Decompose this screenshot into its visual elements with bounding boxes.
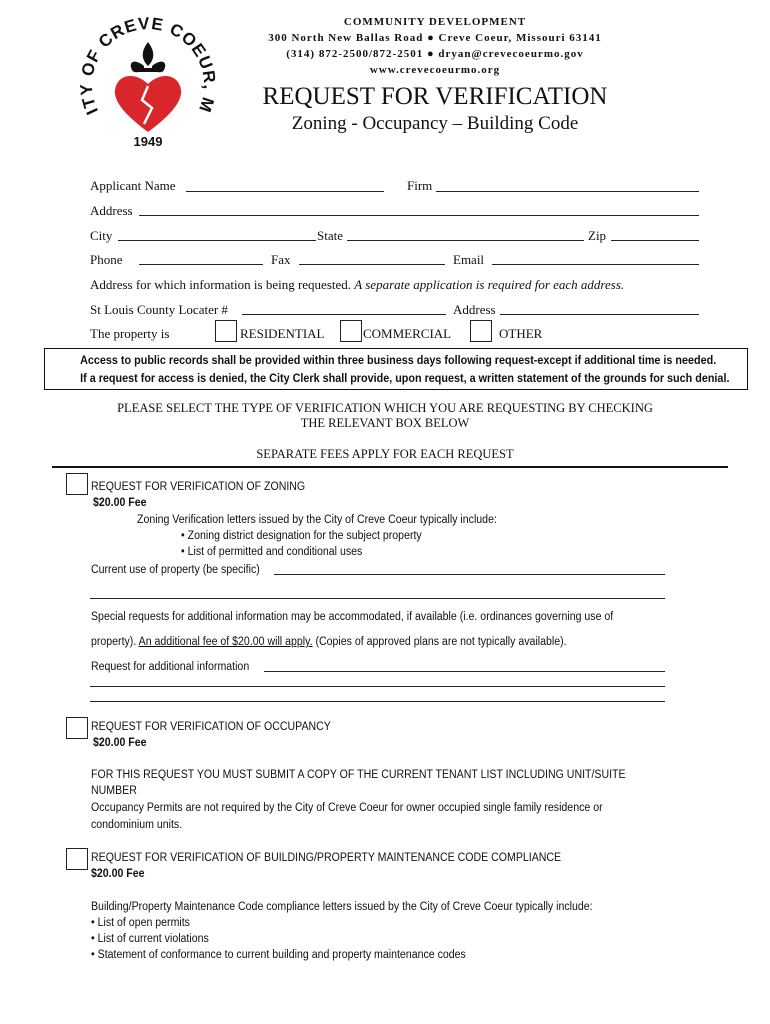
zoning-fee: $20.00 Fee [93, 497, 147, 509]
notice-line-1: Access to public records shall be provided within three business days following request-except if additional time is needed. [80, 353, 717, 367]
request-info-field[interactable] [264, 671, 665, 672]
section-divider [52, 466, 728, 468]
address-note: Address for which information is being requested. A separate application is required for each address. [90, 277, 625, 292]
fax-label: Fax [271, 252, 291, 267]
address2-label: Address [453, 302, 496, 317]
address2-field[interactable] [500, 314, 699, 315]
fleur-de-lis-icon [131, 42, 166, 72]
building-checkbox[interactable] [66, 848, 88, 870]
other-label: OTHER [499, 326, 543, 341]
applicant-field[interactable] [186, 191, 384, 192]
current-use-label: Current use of property (be specific) [91, 564, 260, 576]
commercial-checkbox[interactable] [340, 320, 362, 342]
form-subtitle: Zoning - Occupancy – Building Code [291, 113, 579, 134]
other-checkbox[interactable] [470, 320, 492, 342]
state-label: State [317, 228, 343, 243]
firm-field[interactable] [436, 191, 699, 192]
instructions-line-1: PLEASE SELECT THE TYPE OF VERIFICATION WHICH YOU ARE REQUESTING BY CHECKING [117, 401, 653, 415]
current-use-field-2[interactable] [90, 598, 665, 599]
occupancy-line-2: NUMBER [91, 785, 137, 797]
occupancy-line-4: condominium units. [91, 819, 183, 831]
occupancy-fee: $20.00 Fee [93, 737, 147, 749]
state-field[interactable] [347, 240, 584, 241]
address-field[interactable] [139, 215, 699, 216]
special-requests-line-1: Special requests for additional information may be accommodated, if available (i.e. ordinances governing use of [91, 611, 614, 623]
occupancy-line-3: Occupancy Permits are not required by the City of Creve Coeur for owner occupied single family residence or [91, 802, 603, 814]
seal-text: ITY OF CREVE COEUR, M [78, 14, 218, 118]
occupancy-line-1: FOR THIS REQUEST YOU MUST SUBMIT A COPY OF THE CURRENT TENANT LIST INCLUDING UNIT/SUITE [91, 769, 626, 781]
occupancy-title: REQUEST FOR VERIFICATION OF OCCUPANCY [91, 721, 331, 733]
separate-fees-note: SEPARATE FEES APPLY FOR EACH REQUEST [256, 447, 514, 461]
zoning-bullet-2: • List of permitted and conditional uses [181, 546, 363, 558]
building-bullet-1: • List of open permits [91, 917, 190, 929]
occupancy-checkbox[interactable] [66, 717, 88, 739]
building-fee: $20.00 Fee [91, 868, 145, 880]
zoning-bullet-1: • Zoning district designation for the subject property [181, 530, 422, 542]
email-field[interactable] [492, 264, 699, 265]
building-bullet-2: • List of current violations [91, 933, 209, 945]
request-info-field-2[interactable] [90, 686, 665, 687]
department-contact: (314) 872-2500/872-2501 ● dryan@crevecoeurmo.gov [286, 48, 584, 60]
address-label: Address [90, 203, 133, 218]
phone-field[interactable] [139, 264, 263, 265]
phone-label: Phone [90, 252, 123, 267]
department-name: COMMUNITY DEVELOPMENT [343, 16, 527, 28]
residential-label: RESIDENTIAL [240, 326, 325, 341]
locater-label: St Louis County Locater # [90, 302, 228, 317]
request-info-field-3[interactable] [90, 701, 665, 702]
address-note-italic: A separate application is required for each address. [354, 277, 625, 292]
city-label: City [90, 228, 113, 243]
applicant-label: Applicant Name [90, 178, 176, 193]
zoning-checkbox[interactable] [66, 473, 88, 495]
building-title: REQUEST FOR VERIFICATION OF BUILDING/PROPERTY MAINTENANCE CODE COMPLIANCE [91, 852, 562, 864]
zoning-title: REQUEST FOR VERIFICATION OF ZONING [91, 481, 306, 493]
firm-label: Firm [407, 178, 433, 193]
locater-field[interactable] [242, 314, 446, 315]
seal-year: 1949 [133, 134, 163, 149]
zip-field[interactable] [611, 240, 699, 241]
fax-field[interactable] [299, 264, 445, 265]
zip-label: Zip [588, 228, 607, 243]
zoning-intro: Zoning Verification letters issued by the City of Creve Coeur typically include: [137, 514, 497, 526]
building-intro: Building/Property Maintenance Code compliance letters issued by the City of Creve Coeur typically include: [91, 901, 593, 913]
department-website: www.crevecoeurmo.org [369, 64, 501, 76]
department-address: 300 North New Ballas Road ● Creve Coeur, Missouri 63141 [268, 32, 602, 44]
city-field[interactable] [118, 240, 316, 241]
additional-fee-note: An additional fee of $20.00 will apply. [138, 636, 313, 648]
current-use-field[interactable] [274, 574, 665, 575]
email-label: Email [453, 252, 485, 267]
building-bullet-3: • Statement of conformance to current building and property maintenance codes [91, 949, 466, 961]
property-is-label: The property is [90, 326, 170, 341]
notice-line-2: If a request for access is denied, the City Clerk shall provide, upon request, a written statement of the grounds for such denial. [80, 371, 730, 385]
special-requests-line-2: property). An additional fee of $20.00 will apply. (Copies of approved plans are not typically available). [91, 636, 567, 648]
city-seal [78, 14, 218, 154]
commercial-label: COMMERCIAL [363, 326, 452, 341]
residential-checkbox[interactable] [215, 320, 237, 342]
request-info-label: Request for additional information [91, 661, 250, 673]
form-title: REQUEST FOR VERIFICATION [262, 83, 608, 110]
public-records-notice [44, 348, 748, 390]
instructions-line-2: THE RELEVANT BOX BELOW [300, 416, 470, 430]
